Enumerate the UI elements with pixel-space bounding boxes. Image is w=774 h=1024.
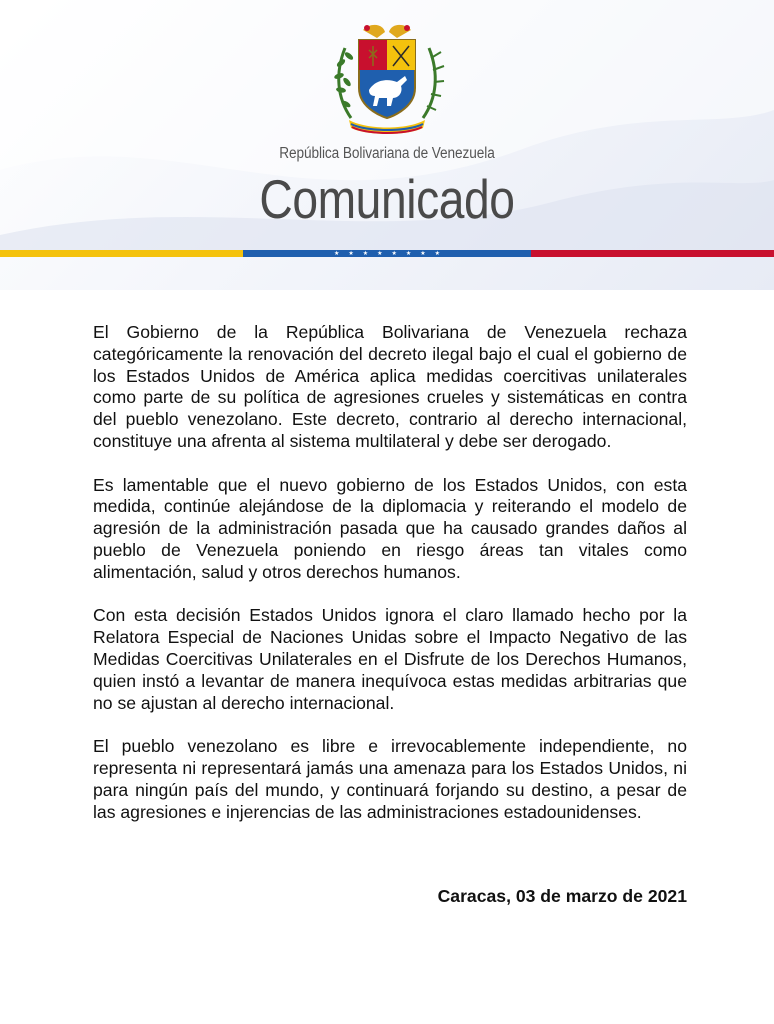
page-title: Comunicado [259, 168, 515, 230]
star-icon: ★ [391, 250, 397, 257]
star-icon: ★ [377, 250, 383, 257]
coat-of-arms-icon [327, 18, 447, 138]
star-icon: ★ [362, 250, 369, 257]
paragraph: Con esta decisión Estados Unidos ignora el claro llamado hecho por la Relatora Especial de Naciones Unidas sobre el Impacto Negativo de las Medidas Coercitivas Unilaterales en el Disfrute de los Derechos Humanos, quien instó a levantar de manera inequívoca estas medidas arbitrarias que no se ajustan al derecho internacional. [93, 605, 687, 713]
star-icon: ★ [333, 250, 340, 257]
place-and-date: Caracas, 03 de marzo de 2021 [437, 886, 687, 906]
star-icon: ★ [348, 250, 354, 257]
paragraph: Es lamentable que el nuevo gobierno de los Estados Unidos, con esta medida, continúe alejándose de la diplomacia y reiterando el modelo de agresión de la administración pasada que ha causado grandes daños al pueblo de Venezuela poniendo en riesgo áreas tan vitales como alimentación, salud y otros derechos humanos. [93, 474, 687, 582]
paragraph: El pueblo venezolano es libre e irrevocablemente independiente, no representa ni representará jamás una amenaza para los Estados Unidos, ni para ningún país del mundo, y continuará forjando su destino, a pesar de las agresiones e injerencias de las administraciones estadounidenses. [93, 736, 687, 822]
statement-body [93, 322, 687, 845]
star-icon: ★ [405, 250, 412, 257]
flag-yellow-band [0, 250, 243, 257]
country-name: República Bolivariana de Venezuela [279, 145, 495, 162]
flag-blue-band [243, 250, 531, 257]
flag-stripe [0, 250, 774, 257]
flag-stars [243, 250, 531, 257]
paragraph: El Gobierno de la República Bolivariana de Venezuela rechaza categóricamente la renovación del decreto ilegal bajo el cual el gobierno de los Estados Unidos de América aplica medidas coercitivas unilaterales como parte de su política de agresiones crueles y sistemáticas en contra del pueblo venezolano. Este decreto, contrario al derecho internacional, constituye una afrenta al sistema multilateral y debe ser derogado. [93, 322, 687, 451]
star-icon: ★ [434, 250, 441, 257]
star-icon: ★ [420, 250, 426, 257]
letterhead [0, 0, 774, 290]
flag-red-band [531, 250, 774, 257]
